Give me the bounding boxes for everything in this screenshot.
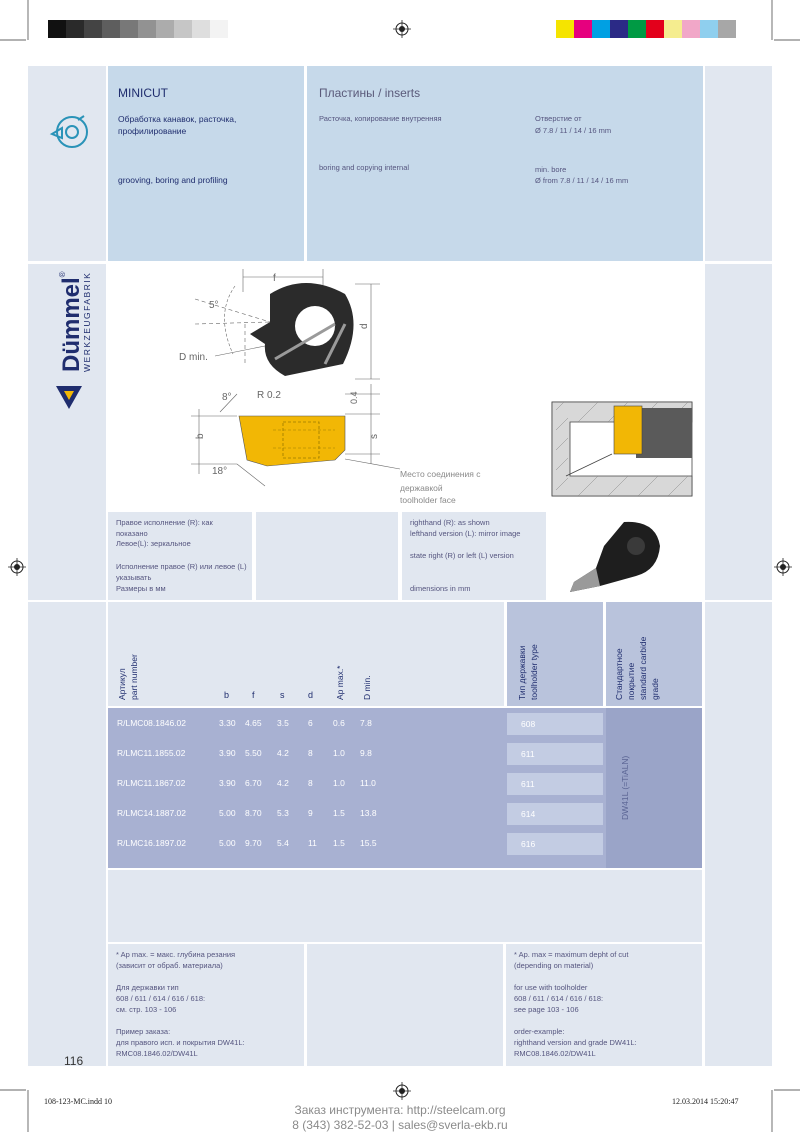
footnotes-en-panel (506, 944, 702, 1066)
note-ru-2: Левое(L): зеркальное (116, 539, 191, 548)
notes-gap-panel (256, 512, 398, 600)
footnote-ru-2: (зависит от обраб. материала) (116, 961, 223, 970)
brand-triangle-icon (54, 382, 84, 412)
slug-left: 108-123-MC.indd 10 (44, 1097, 112, 1106)
inserts-title: Пластины / inserts (319, 86, 421, 100)
col-head-f: f (252, 690, 255, 700)
footer-contact-line: 8 (343) 382-52-03 | sales@sverla-ekb.ru (292, 1118, 508, 1132)
cell-holder: 614 (507, 803, 603, 825)
cell-holder: 616 (507, 833, 603, 855)
footnote-ru-8: RMC08.1846.02/DW41L (116, 1049, 198, 1058)
cell-d: 8 (308, 778, 313, 788)
footer-order-line: Заказ инструмента: http://steelcam.org (294, 1103, 506, 1117)
bore-en-value: Ø from 7.8 / 11 / 14 / 16 mm (535, 176, 629, 185)
cell-holder: 608 (507, 713, 603, 735)
dim-r02-label: R 0.2 (257, 390, 281, 401)
note-en-1: righthand (R): as shown (410, 518, 490, 527)
footnote-ru-4: 608 / 611 / 614 / 616 / 618: (116, 994, 206, 1003)
cell-dmin: 9.8 (360, 748, 372, 758)
footnote-en-8: RMC08.1846.02/DW41L (514, 1049, 596, 1058)
cell-s: 5.4 (277, 838, 289, 848)
cell-part: R/LMC11.1867.02 (117, 778, 186, 788)
col-head-grade-3: standard carbide (638, 636, 648, 700)
col-head-dmin: D min. (362, 675, 372, 700)
cell-ap: 0.6 (333, 718, 345, 728)
inserts-ru: Расточка, копирование внутренняя (319, 114, 442, 123)
cell-s: 4.2 (277, 748, 289, 758)
brand-sub: WERKZEUGFABRIK (82, 271, 92, 372)
cell-b: 3.90 (219, 748, 236, 758)
cell-s: 5.3 (277, 808, 289, 818)
cell-f: 8.70 (245, 808, 262, 818)
cell-b: 5.00 (219, 808, 236, 818)
bore-ru: Отверстие от (535, 114, 582, 123)
cell-dmin: 11.0 (360, 778, 376, 788)
toolholder-face-ru: Место соединения с державкой (400, 469, 481, 493)
cell-holder: 611 (507, 743, 603, 765)
dim-04-label: 0.4 (349, 391, 359, 404)
note-ru-3: Исполнение правое (R) или левое (L) указывать (116, 562, 247, 582)
bore-section-drawing (548, 400, 698, 498)
note-en-2: lefthand version (L): mirror image (410, 529, 521, 538)
cell-part: R/LMC16.1897.02 (117, 838, 186, 848)
cell-f: 9.70 (245, 838, 262, 848)
col-head-d: d (308, 690, 314, 700)
footnotes-ru-panel (108, 944, 304, 1066)
note-ru-1: Правое исполнение (R): как показано (116, 518, 213, 538)
footnote-en-1: * Ap. max = maximum depht of cut (514, 950, 629, 959)
footnotes-gap-panel (307, 944, 503, 1066)
notes-ru-panel (108, 512, 252, 600)
footnote-ru-5: см. стр. 103 - 106 (116, 1005, 177, 1014)
footnote-en-6: order-example: (514, 1027, 565, 1036)
footnote-ru-1: * Ap max. = макс. глубина резания (116, 950, 236, 959)
cell-ap: 1.5 (333, 838, 345, 848)
insert-photo (560, 516, 668, 598)
cell-f: 4.65 (245, 718, 262, 728)
right-strip-top (705, 66, 772, 261)
col-head-part-en: part number (129, 654, 139, 700)
footnote-en-2: (depending on material) (514, 961, 594, 970)
left-strip-bottom (28, 602, 106, 1066)
dim-s-label: s (369, 434, 380, 439)
footnote-ru-3: Для державки тип (116, 983, 179, 992)
dim-8deg-label: 8° (222, 392, 232, 403)
grade-value: DW41L (=TiALN) (620, 755, 630, 820)
minicut-icon (48, 110, 92, 154)
footnote-en-7: righthand version and grade DW41L: (514, 1038, 637, 1047)
page-title: MINICUT (118, 86, 168, 100)
cell-b: 3.30 (219, 718, 236, 728)
dim-d-label: d (359, 323, 370, 329)
footnote-en-5: see page 103 - 106 (514, 1005, 579, 1014)
cell-d: 11 (308, 838, 317, 848)
col-head-holder-ru: Тип державки (517, 645, 527, 700)
col-head-grade-2: покрытие (626, 662, 636, 700)
cell-ap: 1.0 (333, 748, 345, 758)
right-strip-mid (705, 264, 772, 600)
footnote-en-4: 608 / 611 / 614 / 616 / 618: (514, 994, 604, 1003)
left-strip-top (28, 66, 106, 261)
cell-b: 3.90 (219, 778, 236, 788)
cell-dmin: 13.8 (360, 808, 377, 818)
footnote-ru-7: для правого исп. и покрытия DW41L: (116, 1038, 245, 1047)
cell-d: 6 (308, 718, 313, 728)
col-head-grade-4: grade (650, 678, 660, 700)
col-head-ap: Ap max.* (335, 665, 345, 700)
cell-f: 5.50 (245, 748, 262, 758)
slug-right: 12.03.2014 15:20:47 (672, 1097, 739, 1106)
cell-b: 5.00 (219, 838, 236, 848)
cell-d: 8 (308, 748, 313, 758)
footnote-ru-6: Пример заказа: (116, 1027, 171, 1036)
col-head-part-ru: Артикул (117, 668, 127, 700)
notes-en-panel (402, 512, 546, 600)
note-ru-4: Размеры в мм (116, 584, 166, 593)
header-inserts-panel (307, 66, 703, 261)
dim-18deg-label: 18° (212, 466, 228, 477)
brand-name: Dümmel® (58, 271, 85, 372)
cell-ap: 1.5 (333, 808, 345, 818)
footnote-en-3: for use with toolholder (514, 983, 588, 992)
bore-en: min. bore (535, 165, 567, 174)
cell-dmin: 15.5 (360, 838, 377, 848)
cell-s: 4.2 (277, 778, 289, 788)
cell-d: 9 (308, 808, 313, 818)
cell-part: R/LMC08.1846.02 (117, 718, 186, 728)
cell-holder: 611 (507, 773, 603, 795)
cell-part: R/LMC11.1855.02 (117, 748, 186, 758)
col-head-s: s (280, 690, 285, 700)
note-en-4: dimensions in mm (410, 584, 471, 593)
inserts-en: boring and copying internal (319, 163, 410, 172)
cell-dmin: 7.8 (360, 718, 372, 728)
col-head-grade-1: Стандартное (614, 648, 624, 700)
dim-f-label: f (273, 273, 276, 284)
col-head-b: b (224, 690, 230, 700)
table-header-panel (108, 602, 504, 706)
note-en-3: state right (R) or left (L) version (410, 551, 514, 560)
col-head-holder-en: toolholder type (529, 644, 539, 700)
dim-5deg-label: 5° (209, 300, 219, 311)
cell-s: 3.5 (277, 718, 289, 728)
bore-ru-value: Ø 7.8 / 11 / 14 / 16 mm (535, 126, 612, 135)
cell-f: 6.70 (245, 778, 262, 788)
toolholder-face-en: toolholder face (400, 495, 456, 505)
right-strip-bottom (705, 602, 772, 1066)
desc-en: grooving, boring and profiling (118, 175, 228, 185)
cell-part: R/LMC14.1887.02 (117, 808, 186, 818)
dim-b-label: b (195, 433, 206, 439)
cell-ap: 1.0 (333, 778, 345, 788)
page-number: 116 (64, 1054, 84, 1068)
dim-dmin-label: D min. (179, 352, 208, 363)
table-spacer (108, 870, 702, 942)
desc-ru: Обработка канавок, расточка, профилирование (118, 114, 237, 136)
header-minicut-panel (108, 66, 304, 261)
